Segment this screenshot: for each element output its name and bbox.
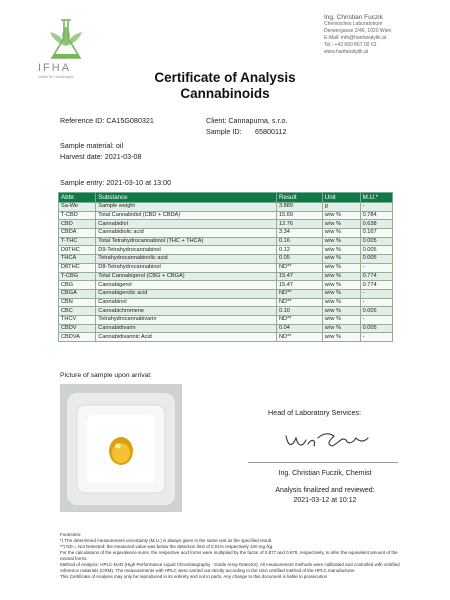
logo-wordmark: IFHA [38, 62, 72, 74]
cell-result: 3.889 [277, 203, 323, 212]
cell-unit: w/w % [322, 289, 360, 298]
cell-substance: Cannabidivarinic Acid [96, 333, 277, 342]
logo-tagline: Institut für Hanfanalytik [38, 75, 74, 79]
cell-result: 0.12 [277, 246, 323, 255]
cell-result: 0.04 [277, 324, 323, 333]
lab-line: www.hanfanalytik.at [324, 49, 369, 55]
finalized-date: 2021-03-12 at 10:12 [293, 497, 357, 504]
lab-name: Ing. Christian Fuczik [324, 14, 383, 21]
cell-unit: w/w % [322, 255, 360, 264]
cell-mu: - [360, 315, 392, 324]
cell-unit: w/w % [322, 272, 360, 281]
cell-unit: w/w % [322, 333, 360, 342]
table-row [59, 220, 393, 229]
cell-mu: - [360, 333, 392, 342]
cell-abbr: CBC [59, 307, 96, 316]
cell-unit: w/w % [322, 324, 360, 333]
cell-mu: - [360, 203, 392, 212]
cell-unit: w/w % [322, 263, 360, 272]
document-title [0, 70, 450, 102]
cell-unit: w/w % [322, 211, 360, 220]
cell-abbr: CBG [59, 281, 96, 290]
footnote: For the calculations of the equivalence sums, the respective acid forms were multiplied by the factor of 0.877 and 0.878, respectively, to infer the equivalent amount of the neutral forms. [60, 550, 398, 561]
cell-unit: w/w % [322, 281, 360, 290]
cell-result: ND** [277, 333, 323, 342]
header-result: Result [277, 193, 323, 203]
cell-abbr: CBD [59, 220, 96, 229]
cell-abbr: THCA [59, 255, 96, 264]
title-line-2: Cannabinoids [180, 86, 270, 101]
table-row [59, 333, 393, 342]
cell-mu: 0.784 [360, 211, 392, 220]
finalized-block [250, 486, 400, 506]
cell-result: 15.47 [277, 281, 323, 290]
cell-mu: 0.774 [360, 272, 392, 281]
cell-mu: 0.005 [360, 307, 392, 316]
cell-mu: 0.638 [360, 220, 392, 229]
table-row [59, 246, 393, 255]
cell-result: ND** [277, 315, 323, 324]
lab-line: Tel.: +43 660 867 00 63 [324, 42, 377, 48]
cell-substance: Cannabidiol [96, 220, 277, 229]
table-row [59, 315, 393, 324]
cell-unit: w/w % [322, 237, 360, 246]
cell-substance: D8-Tetrahydrocannabinol [96, 263, 277, 272]
lab-line: E-Mail: info@hanfanalytik.at [324, 35, 387, 41]
client-name: Client: Cannapurna, s.r.o. [206, 116, 288, 125]
footnote-heading: Footnotes: [60, 532, 82, 537]
cell-abbr: Sa-We [59, 203, 96, 212]
table-row [59, 203, 393, 212]
cell-substance: Total Tetrahydrocannabinol (THC + THCA) [96, 237, 277, 246]
table-header-row [59, 193, 393, 203]
cell-mu: 0.005 [360, 324, 392, 333]
cell-substance: Sample weight [96, 203, 277, 212]
cell-result: 12.76 [277, 220, 323, 229]
table-row [59, 281, 393, 290]
sample-entry: Sample entry: 2021-03-10 at 13:00 [60, 178, 172, 187]
table-row [59, 263, 393, 272]
footnote: This Certificate of Analysis may only be reproduced in its entirety and not in parts. Any change to this document is liable to prosecution [60, 574, 328, 579]
table-row [59, 272, 393, 281]
cell-substance: Cannabidiolic acid [96, 229, 277, 238]
cell-unit: w/w % [322, 315, 360, 324]
cell-unit: w/w % [322, 246, 360, 255]
sample-material: Sample material: oil [60, 141, 124, 150]
cell-mu: - [360, 298, 392, 307]
cell-mu: 0.005 [360, 255, 392, 264]
cell-result: ND** [277, 289, 323, 298]
cell-substance: Total Cannabidiol (CBD + CBDA) [96, 211, 277, 220]
cell-unit: w/w % [322, 307, 360, 316]
chemist-name: Ing. Christian Fuczik, Chemist [278, 470, 372, 477]
table-row [59, 211, 393, 220]
header-unit: Unit [322, 193, 360, 203]
picture-caption: Picture of sample upon arrival: [60, 372, 152, 379]
table-row [59, 229, 393, 238]
cell-abbr: CBDV [59, 324, 96, 333]
footnote: Method of Analysis: HPLC-DAD (High Performance Liquid Chromatography - Diode Array Detector). All measurement methods were calibrated and controlled with certified reference materials (CRM). The measurements with HPLC were carried out strictly according to the USA certified method of the HPLC manufacturer. [60, 562, 400, 573]
title-line-1: Certificate of Analysis [154, 70, 296, 85]
cell-unit: w/w % [322, 229, 360, 238]
finalized-label: Analysis finalized and reviewed: [275, 487, 375, 494]
header-abbr: Abbr. [59, 193, 96, 203]
header-substance: Substance [96, 193, 277, 203]
cell-abbr: CBDA [59, 229, 96, 238]
cell-mu: 0.167 [360, 229, 392, 238]
cell-unit: g [322, 203, 360, 212]
lab-line: Derwergasse 2/46, 1020 Wien [324, 28, 392, 34]
cell-substance: Cannabigerol [96, 281, 277, 290]
cell-substance: Total Cannabigerol (CBG + CBGA) [96, 272, 277, 281]
cell-abbr: T-CBD [59, 211, 96, 220]
cell-unit: w/w % [322, 220, 360, 229]
cell-abbr: T-CBG [59, 272, 96, 281]
table-row [59, 289, 393, 298]
cell-unit: w/w % [322, 298, 360, 307]
cell-result: 0.05 [277, 255, 323, 264]
cell-result: 15.47 [277, 272, 323, 281]
cell-result: ND** [277, 298, 323, 307]
lab-address [324, 14, 444, 56]
cell-result: ND** [277, 263, 323, 272]
results-body [59, 203, 393, 342]
table-row [59, 298, 393, 307]
sample-id-label: Sample ID: [206, 127, 242, 136]
table-row [59, 237, 393, 246]
footnote: **) ND = Not Detected: the measured value was below the detection limit of 0,01% respectively 100 mg /kg. [60, 544, 274, 549]
cell-abbr: CBDVA [59, 333, 96, 342]
cell-result: 3.34 [277, 229, 323, 238]
cell-substance: Cannabichromene [96, 307, 277, 316]
cell-abbr: THCV [59, 315, 96, 324]
cell-abbr: D8THC [59, 263, 96, 272]
footnotes [60, 532, 410, 580]
cell-substance: D9-Tetrahydrocannabinol [96, 246, 277, 255]
lab-line: Chemisches Laboratorium [324, 21, 383, 27]
cell-result: 0.10 [277, 307, 323, 316]
table-row [59, 307, 393, 316]
cell-substance: Cannabinol [96, 298, 277, 307]
cell-substance: Cannabidivarin [96, 324, 277, 333]
signature-line [248, 462, 398, 463]
cell-result: 0.16 [277, 237, 323, 246]
cell-mu: - [360, 263, 392, 272]
cell-substance: Tetrahydrocannabinolic acid [96, 255, 277, 264]
cell-mu: 0.005 [360, 237, 392, 246]
cell-mu: 0.774 [360, 281, 392, 290]
cell-substance: Tetrahydrocannabivarin [96, 315, 277, 324]
cell-abbr: T-THC [59, 237, 96, 246]
handwritten-signature [282, 426, 372, 456]
cell-mu: - [360, 289, 392, 298]
header-mu: M.U.* [360, 193, 392, 203]
cell-substance: Cannabigerolic acid [96, 289, 277, 298]
sample-photo [60, 384, 182, 512]
cell-abbr: D9THC [59, 246, 96, 255]
footnote: *) The determined measurement uncertainty (M.U.) is always given in the same unit as the specified result. [60, 538, 273, 543]
table-row [59, 324, 393, 333]
harvest-date: Harvest date: 2021-03-08 [60, 152, 142, 161]
cell-abbr: CBGA [59, 289, 96, 298]
cell-result: 15.69 [277, 211, 323, 220]
cell-abbr: CBN [59, 298, 96, 307]
sample-id-value: 65800112 [255, 127, 287, 136]
reference-id: Reference ID: CA15G080321 [60, 116, 154, 125]
results-table [58, 192, 393, 342]
cell-mu: 0.005 [360, 246, 392, 255]
table-row [59, 255, 393, 264]
head-of-lab-label: Head of Laboratory Services: [268, 408, 362, 417]
